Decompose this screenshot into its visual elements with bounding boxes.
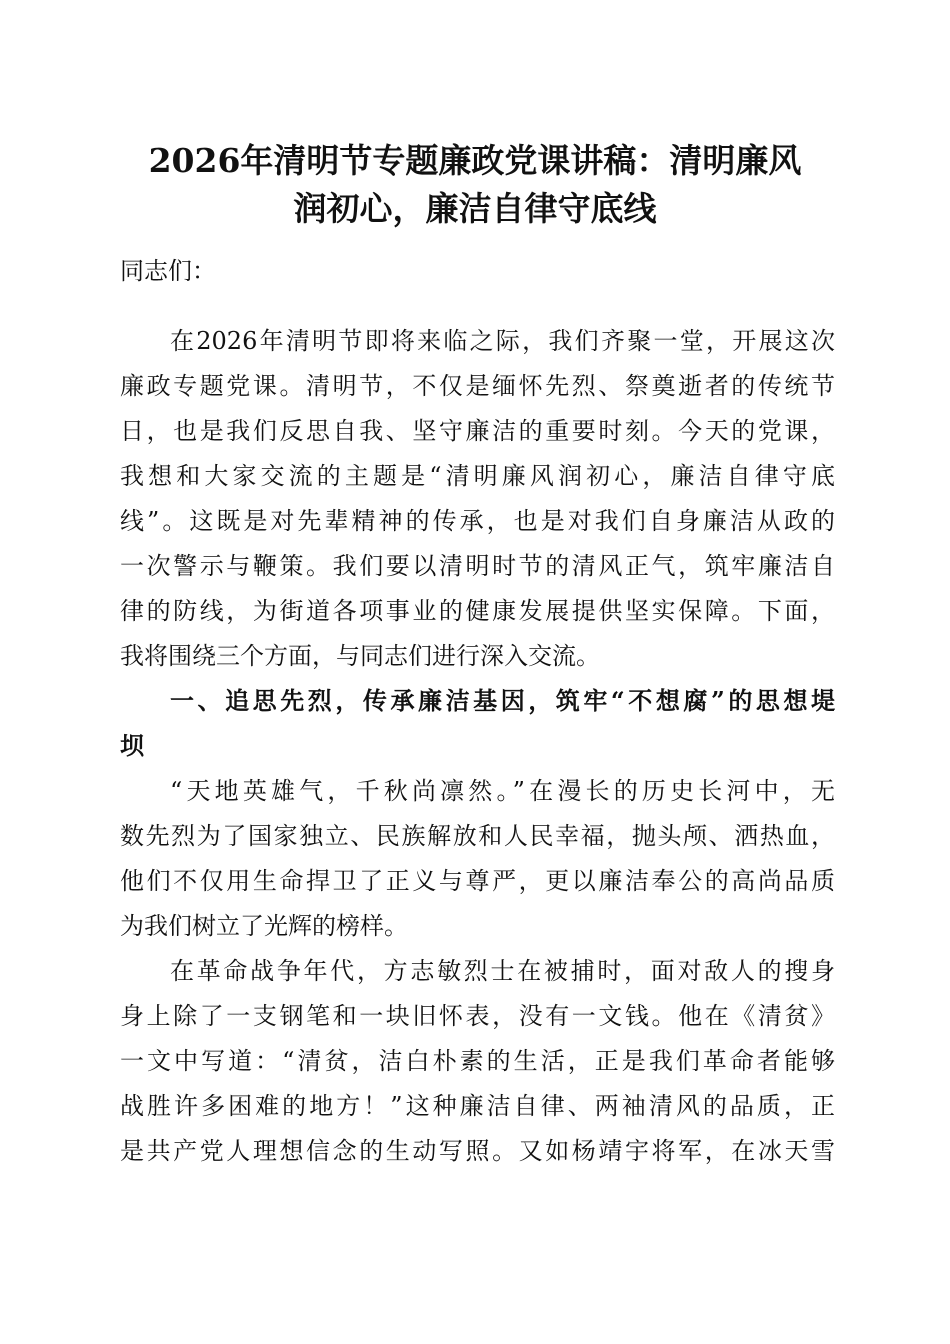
paragraph-line: 一次警示与鞭策。我们要以清明时节的清风正气，筑牢廉洁自 [120, 552, 835, 580]
paragraph-line: 我将围绕三个方面，与同志们进行深入交流。 [120, 642, 600, 670]
section-heading-line: 一、追思先烈，传承廉洁基因，筑牢“不想腐”的思想堤 [170, 686, 835, 715]
paragraph-line: 日，也是我们反思自我、坚守廉洁的重要时刻。今天的党课， [120, 417, 835, 445]
salutation: 同志们： [120, 257, 216, 285]
document-title-line-1: 2026年清明节专题廉政党课讲稿：清明廉风 [148, 141, 802, 180]
paragraph-line: 数先烈为了国家独立、民族解放和人民幸福，抛头颅、洒热血， [120, 822, 835, 850]
paragraph-line: 身上除了一支钢笔和一块旧怀表，没有一文钱。他在《清贫》 [120, 1002, 835, 1030]
paragraph-line: “天地英雄气，千秋尚凛然。”在漫长的历史长河中，无 [170, 777, 835, 805]
paragraph-line: 为我们树立了光辉的榜样。 [120, 912, 408, 940]
paragraph-line: 廉政专题党课。清明节，不仅是缅怀先烈、祭奠逝者的传统节 [120, 372, 835, 400]
paragraph-line: 一文中写道：“清贫，洁白朴素的生活，正是我们革命者能够 [120, 1047, 835, 1075]
section-heading-line: 坝 [120, 731, 144, 760]
paragraph-line: 是共产党人理想信念的生动写照。又如杨靖宇将军，在冰天雪 [120, 1137, 835, 1165]
document-title-line-2: 润初心，廉洁自律守底线 [293, 189, 657, 228]
paragraph-line: 他们不仅用生命捍卫了正义与尊严，更以廉洁奉公的高尚品质 [120, 867, 835, 895]
paragraph-line: 在2026年清明节即将来临之际，我们齐聚一堂，开展这次 [170, 327, 835, 355]
paragraph-line: 我想和大家交流的主题是“清明廉风润初心，廉洁自律守底 [120, 462, 835, 490]
paragraph-line: 线”。这既是对先辈精神的传承，也是对我们自身廉洁从政的 [120, 507, 835, 535]
paragraph-line: 战胜许多困难的地方！”这种廉洁自律、两袖清风的品质，正 [120, 1092, 835, 1120]
paragraph-line: 在革命战争年代，方志敏烈士在被捕时，面对敌人的搜身 [170, 957, 835, 985]
paragraph-line: 律的防线，为街道各项事业的健康发展提供坚实保障。下面， [120, 597, 835, 625]
